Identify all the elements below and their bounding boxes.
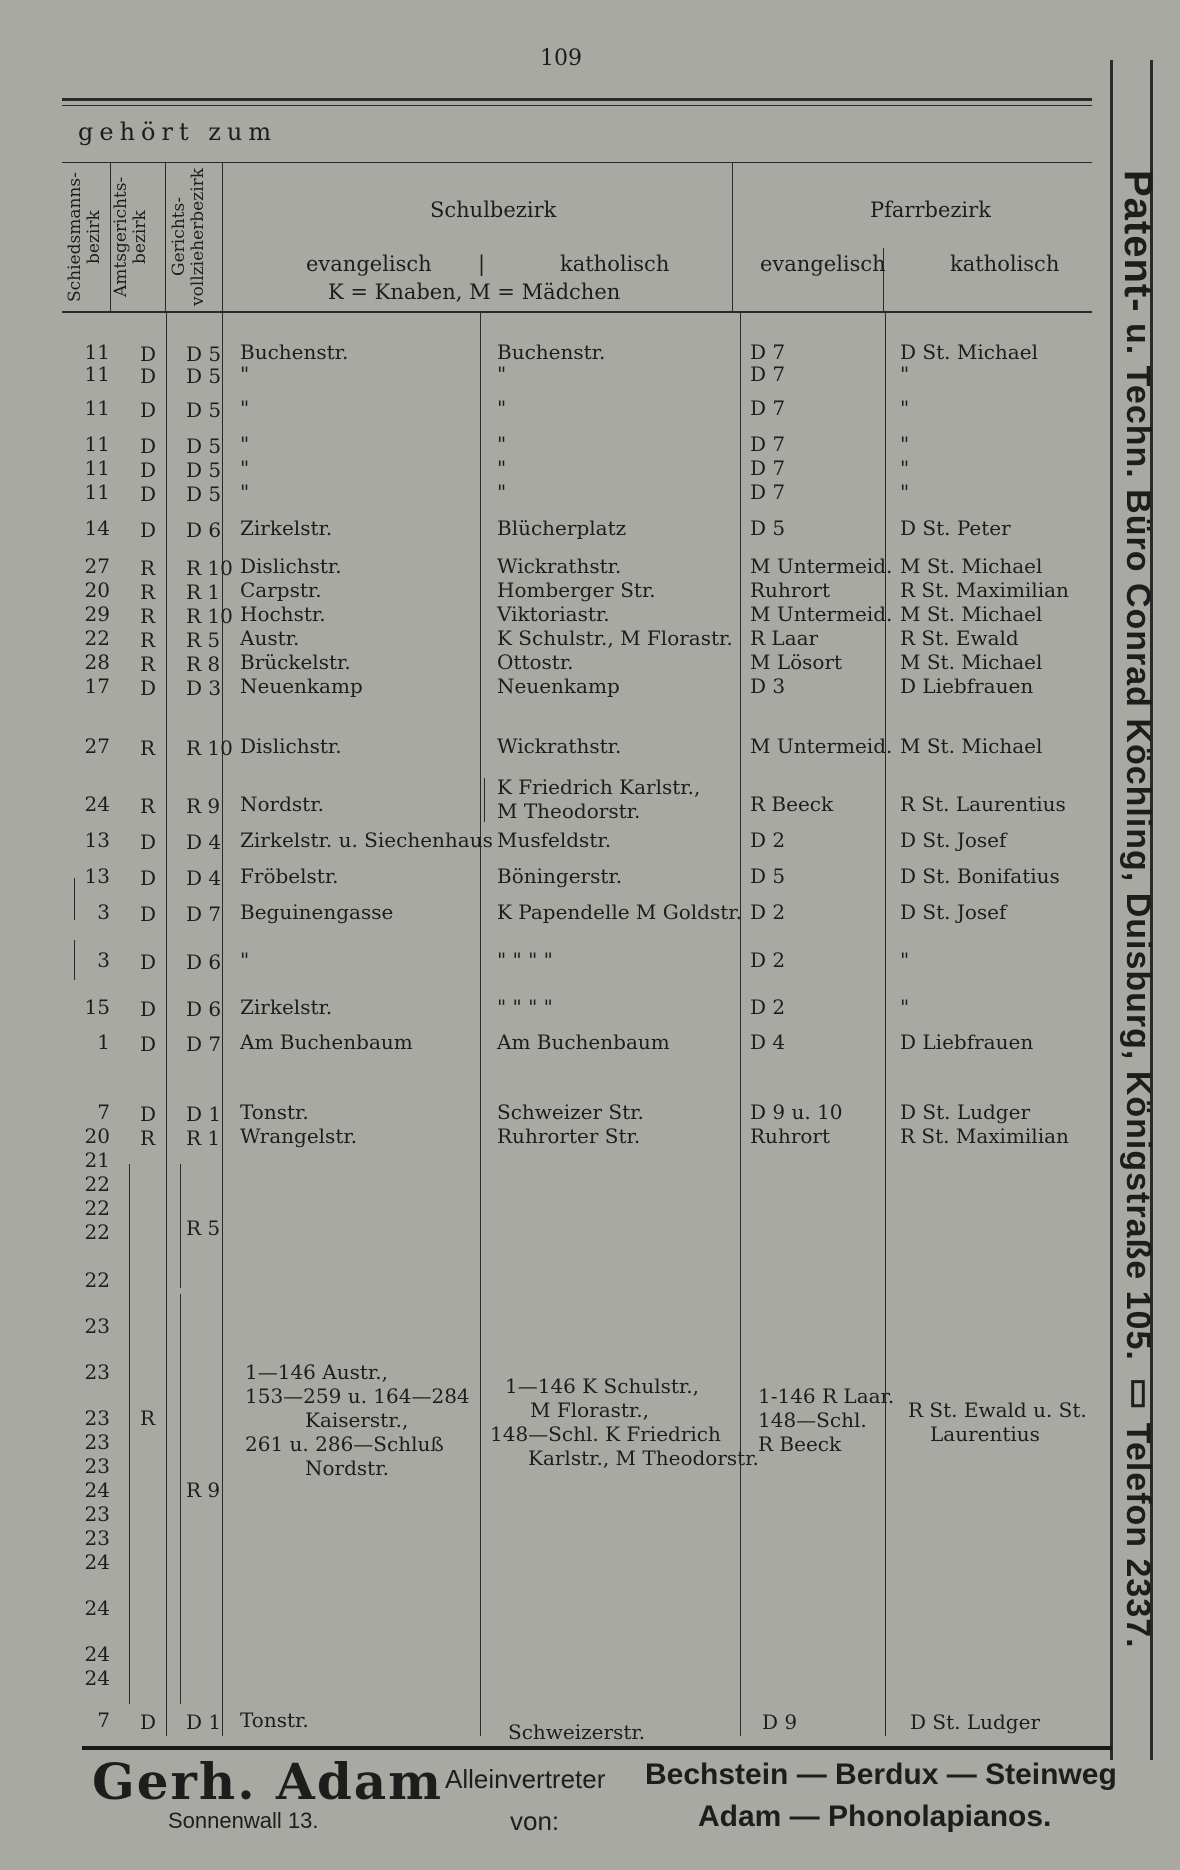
row-14-ger: R 9 <box>186 794 221 818</box>
block-number: 23 <box>84 1406 110 1430</box>
row-10-ger: R 5 <box>186 628 221 652</box>
row-1-ger: D 5 <box>186 364 222 388</box>
header-col-divider <box>165 162 166 312</box>
row-15-ka: Musfeldstr. <box>497 828 612 852</box>
nordstr-brace <box>484 778 485 822</box>
row-7-ev: Dislichstr. <box>240 554 342 578</box>
row-16-sch: 13 <box>84 864 110 888</box>
row-3-pe: D 7 <box>750 432 786 456</box>
row-7-sch: 27 <box>84 554 110 578</box>
row-0-amt: D <box>140 342 157 366</box>
last-row-ger: D 1 <box>186 1710 222 1734</box>
row-21-amt: D <box>140 1102 157 1126</box>
block-number: 22 <box>84 1196 110 1220</box>
side-ad-address: u. Techn. Büro Conrad Köchling, Duisburg, Königstraße 105. <box>1119 312 1157 1361</box>
block-number: 23 <box>84 1430 110 1454</box>
block-ev-line4: 261 u. 286—Schluß <box>245 1432 444 1456</box>
row-17-sch: 3 <box>97 900 110 924</box>
row-17-ger: D 7 <box>186 902 222 926</box>
row-22-sch: 20 <box>84 1124 110 1148</box>
row-11-pe: M Lösort <box>750 650 843 674</box>
row-5-pe: D 7 <box>750 480 786 504</box>
row-20-ger: D 7 <box>186 1032 222 1056</box>
block-ka-line2: M Florastr., <box>530 1398 650 1422</box>
row-22-ev: Wrangelstr. <box>240 1124 358 1148</box>
row-22-ka: Ruhrorter Str. <box>497 1124 641 1148</box>
header-schiedsmannsbezirk: Schiedsmanns-bezirk <box>65 172 104 302</box>
last-row-pk: D St. Ludger <box>910 1710 1041 1734</box>
header-legend: K = Knaben, M = Mädchen <box>328 280 621 304</box>
header-schulbezirk: Schulbezirk <box>430 198 557 222</box>
row-9-amt: R <box>140 604 156 628</box>
row-18-amt: D <box>140 950 157 974</box>
row-5-pk: " <box>900 480 910 504</box>
row-8-sch: 20 <box>84 578 110 602</box>
row-4-ger: D 5 <box>186 458 222 482</box>
row-13-ger: R 10 <box>186 736 233 760</box>
row-18-ka: " " " " <box>497 948 553 972</box>
row-2-pk: " <box>900 396 910 420</box>
row-21-pk: D St. Ludger <box>900 1100 1031 1124</box>
block-bracket-ger-r5 <box>180 1164 181 1288</box>
row-13-pe: M Untermeid. <box>750 734 893 758</box>
row-4-pk: " <box>900 456 910 480</box>
row-10-ev: Austr. <box>240 626 300 650</box>
row-1-ev: " <box>240 362 250 386</box>
row-11-amt: R <box>140 652 156 676</box>
header-pfarrbezirk: Pfarrbezirk <box>870 198 991 222</box>
row-21-ger: D 1 <box>186 1102 222 1126</box>
row-4-pe: D 7 <box>750 456 786 480</box>
page-number: 109 <box>540 46 582 71</box>
row-1-pe: D 7 <box>750 362 786 386</box>
row-18-pe: D 2 <box>750 948 786 972</box>
row-4-sch: 11 <box>84 456 110 480</box>
row-12-sch: 17 <box>84 674 110 698</box>
side-advertisement <box>1112 170 1160 1649</box>
row-9-pe: M Untermeid. <box>750 602 893 626</box>
row-19-ka: " " " " <box>497 995 553 1019</box>
row-13-amt: R <box>140 736 156 760</box>
block-number: 22 <box>84 1220 110 1244</box>
row-7-amt: R <box>140 556 156 580</box>
row-6-sch: 14 <box>84 516 110 540</box>
last-row-amt: D <box>140 1710 157 1734</box>
row-3-ger: D 5 <box>186 434 222 458</box>
row-10-amt: R <box>140 628 156 652</box>
last-row-pe: D 9 <box>762 1710 798 1734</box>
block-number: 24 <box>84 1666 110 1690</box>
row-20-pk: D Liebfrauen <box>900 1030 1034 1054</box>
block-number: 23 <box>84 1360 110 1384</box>
row-brace <box>74 878 75 920</box>
row-19-ev: Zirkelstr. <box>240 995 333 1019</box>
row-4-ev: " <box>240 456 250 480</box>
block-pk-line2: Laurentius <box>930 1422 1040 1446</box>
last-row-ka: Schweizerstr. <box>508 1720 646 1744</box>
row-12-amt: D <box>140 676 157 700</box>
header-bottom-rule <box>62 311 1092 313</box>
row-9-pk: M St. Michael <box>900 602 1043 626</box>
row-9-ev: Hochstr. <box>240 602 326 626</box>
block-number: 22 <box>84 1172 110 1196</box>
row-6-ger: D 6 <box>186 518 222 542</box>
header-col-divider <box>883 248 884 312</box>
row-7-pe: M Untermeid. <box>750 554 893 578</box>
row-21-ev: Tonstr. <box>240 1100 309 1124</box>
row-1-ka: " <box>497 362 507 386</box>
body-col-divider <box>222 312 223 1736</box>
row-3-ka: " <box>497 432 507 456</box>
row-0-ev: Buchenstr. <box>240 340 349 364</box>
row-21-ka: Schweizer Str. <box>497 1100 644 1124</box>
block-ka-line1: 1—146 K Schulstr., <box>505 1374 699 1398</box>
row-10-ka: K Schulstr., M Florastr. <box>497 626 733 650</box>
row-10-pe: R Laar <box>750 626 819 650</box>
block-number: 24 <box>84 1596 110 1620</box>
row-0-ka: Buchenstr. <box>497 340 606 364</box>
row-13-ev: Dislichstr. <box>240 734 342 758</box>
row-16-ev: Fröbelstr. <box>240 864 339 888</box>
block-pe-line3: R Beeck <box>758 1432 842 1456</box>
header-gerichtsvollzieherbezirk: Gerichts-vollzieherbezirk <box>169 167 208 307</box>
row-16-ger: D 4 <box>186 866 222 890</box>
row-brace <box>74 940 75 980</box>
row-22-amt: R <box>140 1126 156 1150</box>
row-15-pe: D 2 <box>750 828 786 852</box>
row-15-ev: Zirkelstr. u. Siechenhaus <box>240 828 493 852</box>
row-2-ger: D 5 <box>186 398 222 422</box>
row-3-sch: 11 <box>84 432 110 456</box>
row-11-ev: Brückelstr. <box>240 650 351 674</box>
row-3-pk: " <box>900 432 910 456</box>
row-18-ev: " <box>240 948 250 972</box>
block-number: 23 <box>84 1314 110 1338</box>
row-2-ka: " <box>497 396 507 420</box>
row-7-ger: R 10 <box>186 556 233 580</box>
row-4-ka: " <box>497 456 507 480</box>
row-1-amt: D <box>140 364 157 388</box>
block-ka-line3: 148—Schl. K Friedrich <box>490 1422 721 1446</box>
row-6-amt: D <box>140 518 157 542</box>
row-21-sch: 7 <box>97 1100 110 1124</box>
block-number: 21 <box>84 1148 110 1172</box>
row-5-sch: 11 <box>84 480 110 504</box>
nordstr-katholisch-line1: K Friedrich Karlstr., <box>497 775 701 799</box>
block-bracket-amt <box>129 1164 130 1704</box>
row-4-amt: D <box>140 458 157 482</box>
block-ev-line1: 1—146 Austr., <box>245 1360 388 1384</box>
row-22-pk: R St. Maximilian <box>900 1124 1069 1148</box>
row-8-ger: R 1 <box>186 580 221 604</box>
block-pe-line2: 148—Schl. <box>758 1408 867 1432</box>
row-5-amt: D <box>140 482 157 506</box>
row-14-sch: 24 <box>84 792 110 816</box>
last-row-ev: Tonstr. <box>240 1708 309 1732</box>
row-13-sch: 27 <box>84 734 110 758</box>
row-2-amt: D <box>140 398 157 422</box>
row-12-pe: D 3 <box>750 674 786 698</box>
header-pfarr-evangelisch: evangelisch <box>760 252 886 276</box>
header-col-divider <box>222 162 223 312</box>
row-5-ka: " <box>497 480 507 504</box>
row-11-ger: R 8 <box>186 652 221 676</box>
row-5-ger: D 5 <box>186 482 222 506</box>
row-21-pe: D 9 u. 10 <box>750 1100 843 1124</box>
top-rule-thin <box>62 105 1092 106</box>
row-7-ka: Wickrathstr. <box>497 554 622 578</box>
row-16-ka: Böningerstr. <box>497 864 623 888</box>
row-9-ka: Viktoriastr. <box>497 602 610 626</box>
row-20-ka: Am Buchenbaum <box>497 1030 670 1054</box>
row-2-sch: 11 <box>84 396 110 420</box>
footer-address: Sonnenwall 13. <box>168 1808 319 1833</box>
row-3-ev: " <box>240 432 250 456</box>
nordstr-katholisch-line2: M Theodorstr. <box>497 799 641 823</box>
block-ger-r5: R 5 <box>186 1216 221 1240</box>
row-17-amt: D <box>140 902 157 926</box>
row-8-ka: Homberger Str. <box>497 578 656 602</box>
row-17-pe: D 2 <box>750 900 786 924</box>
row-9-ger: R 10 <box>186 604 233 628</box>
block-number: 24 <box>84 1642 110 1666</box>
row-19-amt: D <box>140 997 157 1021</box>
row-18-sch: 3 <box>97 948 110 972</box>
gehoert-zum-heading: gehört zum <box>78 118 278 146</box>
footer-von: von: <box>510 1806 560 1836</box>
row-13-ka: Wickrathstr. <box>497 734 622 758</box>
block-ev-line5: Nordstr. <box>305 1456 389 1480</box>
row-8-ev: Carpstr. <box>240 578 322 602</box>
row-11-ka: Ottostr. <box>497 650 574 674</box>
row-15-pk: D St. Josef <box>900 828 1007 852</box>
side-ad-telefon: ▯ Telefon 2337. <box>1119 1360 1157 1649</box>
block-ev-line2: 153—259 u. 164—284 <box>245 1384 470 1408</box>
row-14-pe: R Beeck <box>750 792 834 816</box>
row-22-pe: Ruhrort <box>750 1124 831 1148</box>
block-ev-line3: Kaiserstr., <box>305 1408 409 1432</box>
row-19-sch: 15 <box>84 995 110 1019</box>
last-row-sch: 7 <box>97 1708 110 1732</box>
row-14-pk: R St. Laurentius <box>900 792 1066 816</box>
block-number: 23 <box>84 1454 110 1478</box>
header-pfarr-katholisch: katholisch <box>950 252 1060 276</box>
footer-phonolapianos: Adam — Phonolapianos. <box>698 1800 1052 1833</box>
row-18-ger: D 6 <box>186 950 222 974</box>
body-col-divider <box>885 312 886 1736</box>
row-6-pk: D St. Peter <box>900 516 1011 540</box>
row-15-sch: 13 <box>84 828 110 852</box>
footer-alleinvertreter: Alleinvertreter <box>445 1764 606 1794</box>
row-12-ka: Neuenkamp <box>497 674 620 698</box>
row-11-pk: M St. Michael <box>900 650 1043 674</box>
block-amt: R <box>140 1406 156 1430</box>
row-17-ka: K Papendelle M Goldstr. <box>497 900 742 924</box>
body-col-divider <box>480 312 481 1736</box>
block-ka-line4: Karlstr., M Theodorstr. <box>528 1446 759 1470</box>
row-13-pk: M St. Michael <box>900 734 1043 758</box>
block-pk-line1: R St. Ewald u. St. <box>908 1398 1087 1422</box>
row-7-pk: M St. Michael <box>900 554 1043 578</box>
row-2-ev: " <box>240 396 250 420</box>
row-0-sch: 11 <box>84 340 110 364</box>
row-16-pe: D 5 <box>750 864 786 888</box>
row-14-amt: R <box>140 794 156 818</box>
row-17-pk: D St. Josef <box>900 900 1007 924</box>
row-10-pk: R St. Ewald <box>900 626 1019 650</box>
row-0-ger: D 5 <box>186 342 222 366</box>
block-number: 24 <box>84 1478 110 1502</box>
body-col-divider <box>740 312 741 1736</box>
row-19-pk: " <box>900 995 910 1019</box>
header-schul-katholisch: katholisch <box>560 252 670 276</box>
row-12-ger: D 3 <box>186 676 222 700</box>
row-6-ev: Zirkelstr. <box>240 516 333 540</box>
row-18-pk: " <box>900 948 910 972</box>
row-6-ka: Blücherplatz <box>497 516 627 540</box>
row-20-amt: D <box>140 1032 157 1056</box>
header-schul-evangelisch: evangelisch <box>306 252 432 276</box>
block-number: 23 <box>84 1502 110 1526</box>
row-0-pk: D St. Michael <box>900 340 1038 364</box>
footer-company-name: Gerh. Adam <box>92 1752 444 1811</box>
row-14-ev: Nordstr. <box>240 792 324 816</box>
row-17-ev: Beguinengasse <box>240 900 394 924</box>
row-8-amt: R <box>140 580 156 604</box>
block-number: 22 <box>84 1268 110 1292</box>
row-22-ger: R 1 <box>186 1126 221 1150</box>
block-number: 23 <box>84 1526 110 1550</box>
block-ger-r9: R 9 <box>186 1478 221 1502</box>
row-5-ev: " <box>240 480 250 504</box>
block-pe-line1: 1-146 R Laar. <box>758 1384 895 1408</box>
row-16-amt: D <box>140 866 157 890</box>
row-10-sch: 22 <box>84 626 110 650</box>
row-0-pe: D 7 <box>750 340 786 364</box>
row-20-pe: D 4 <box>750 1030 786 1054</box>
header-divider-bar: | <box>478 252 486 276</box>
header-col-divider <box>732 162 733 312</box>
row-6-pe: D 5 <box>750 516 786 540</box>
row-12-pk: D Liebfrauen <box>900 674 1034 698</box>
row-19-ger: D 6 <box>186 997 222 1021</box>
block-bracket-ger-r9 <box>180 1294 181 1704</box>
row-8-pk: R St. Maximilian <box>900 578 1069 602</box>
row-16-pk: D St. Bonifatius <box>900 864 1060 888</box>
row-11-sch: 28 <box>84 650 110 674</box>
footer-brands: Bechstein — Berdux — Steinweg <box>645 1758 1117 1791</box>
header-col-divider <box>110 162 111 312</box>
header-top-rule <box>62 162 1092 163</box>
row-9-sch: 29 <box>84 602 110 626</box>
row-12-ev: Neuenkamp <box>240 674 363 698</box>
row-20-ev: Am Buchenbaum <box>240 1030 413 1054</box>
row-19-pe: D 2 <box>750 995 786 1019</box>
row-15-amt: D <box>140 830 157 854</box>
top-rule <box>62 98 1092 101</box>
footer-rule <box>82 1746 1112 1750</box>
row-8-pe: Ruhrort <box>750 578 831 602</box>
row-3-amt: D <box>140 434 157 458</box>
header-amtsgerichtsbezirk: Amtsgerichts-bezirk <box>111 176 150 298</box>
body-col-divider <box>166 312 167 1736</box>
row-15-ger: D 4 <box>186 830 222 854</box>
block-number: 24 <box>84 1550 110 1574</box>
row-1-pk: " <box>900 362 910 386</box>
side-ad-patent: Patent- <box>1116 170 1160 313</box>
row-1-sch: 11 <box>84 362 110 386</box>
row-20-sch: 1 <box>97 1030 110 1054</box>
row-2-pe: D 7 <box>750 396 786 420</box>
